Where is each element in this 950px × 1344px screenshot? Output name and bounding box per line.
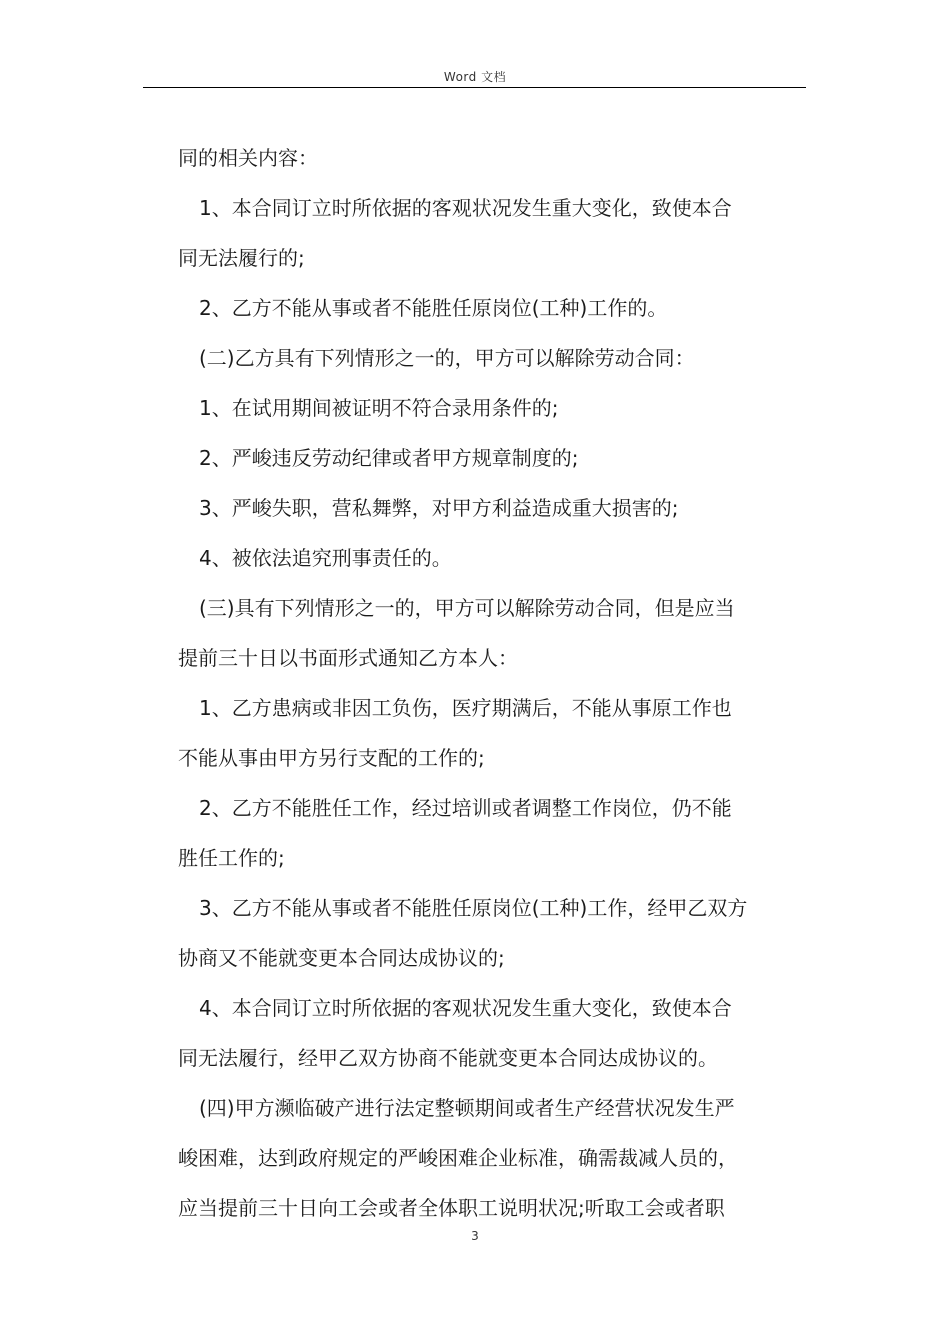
paragraph-line: 应当提前三十日向工会或者全体职工说明状况;听取工会或者职 — [178, 1196, 725, 1220]
paragraph-line: 协商又不能就变更本合同达成协议的; — [178, 946, 505, 970]
paragraph-line: 胜任工作的; — [178, 846, 285, 870]
paragraph-line: 不能从事由甲方另行支配的工作的; — [178, 746, 485, 770]
paragraph-line: 提前三十日以书面形式通知乙方本人： — [178, 646, 518, 670]
paragraph-line: 同无法履行的; — [178, 246, 305, 270]
paragraph-line: (二)乙方具有下列情形之一的，甲方可以解除劳动合同： — [199, 346, 695, 370]
paragraph-line: 1、在试用期间被证明不符合录用条件的; — [199, 396, 559, 420]
paragraph-line: 1、乙方患病或非因工负伤，医疗期满后，不能从事原工作也 — [199, 696, 732, 720]
paragraph-line: (四)甲方濒临破产进行法定整顿期间或者生产经营状况发生严 — [199, 1096, 735, 1120]
paragraph-line: 3、严峻失职，营私舞弊，对甲方利益造成重大损害的; — [199, 496, 679, 520]
paragraph-line: 3、乙方不能从事或者不能胜任原岗位(工种)工作，经甲乙双方 — [199, 896, 748, 920]
document-body — [178, 133, 806, 1233]
paragraph-line: 2、乙方不能从事或者不能胜任原岗位(工种)工作的。 — [199, 296, 668, 320]
paragraph-line: 1、本合同订立时所依据的客观状况发生重大变化，致使本合 — [199, 196, 732, 220]
page-header: Word 文档 — [443, 70, 507, 84]
paragraph-line: 2、严峻违反劳动纪律或者甲方规章制度的; — [199, 446, 579, 470]
paragraph-line: (三)具有下列情形之一的，甲方可以解除劳动合同，但是应当 — [199, 596, 735, 620]
paragraph-line: 4、被依法追究刑事责任的。 — [199, 546, 452, 570]
header-divider — [143, 87, 806, 88]
page-number: 3 — [471, 1229, 479, 1243]
paragraph-line: 同的相关内容： — [178, 146, 318, 170]
paragraph-line: 2、乙方不能胜任工作，经过培训或者调整工作岗位，仍不能 — [199, 796, 732, 820]
paragraph-line: 峻困难，达到政府规定的严峻困难企业标准，确需裁减人员的， — [178, 1146, 738, 1170]
paragraph-line: 同无法履行，经甲乙双方协商不能就变更本合同达成协议的。 — [178, 1046, 718, 1070]
paragraph-line: 4、本合同订立时所依据的客观状况发生重大变化，致使本合 — [199, 996, 732, 1020]
